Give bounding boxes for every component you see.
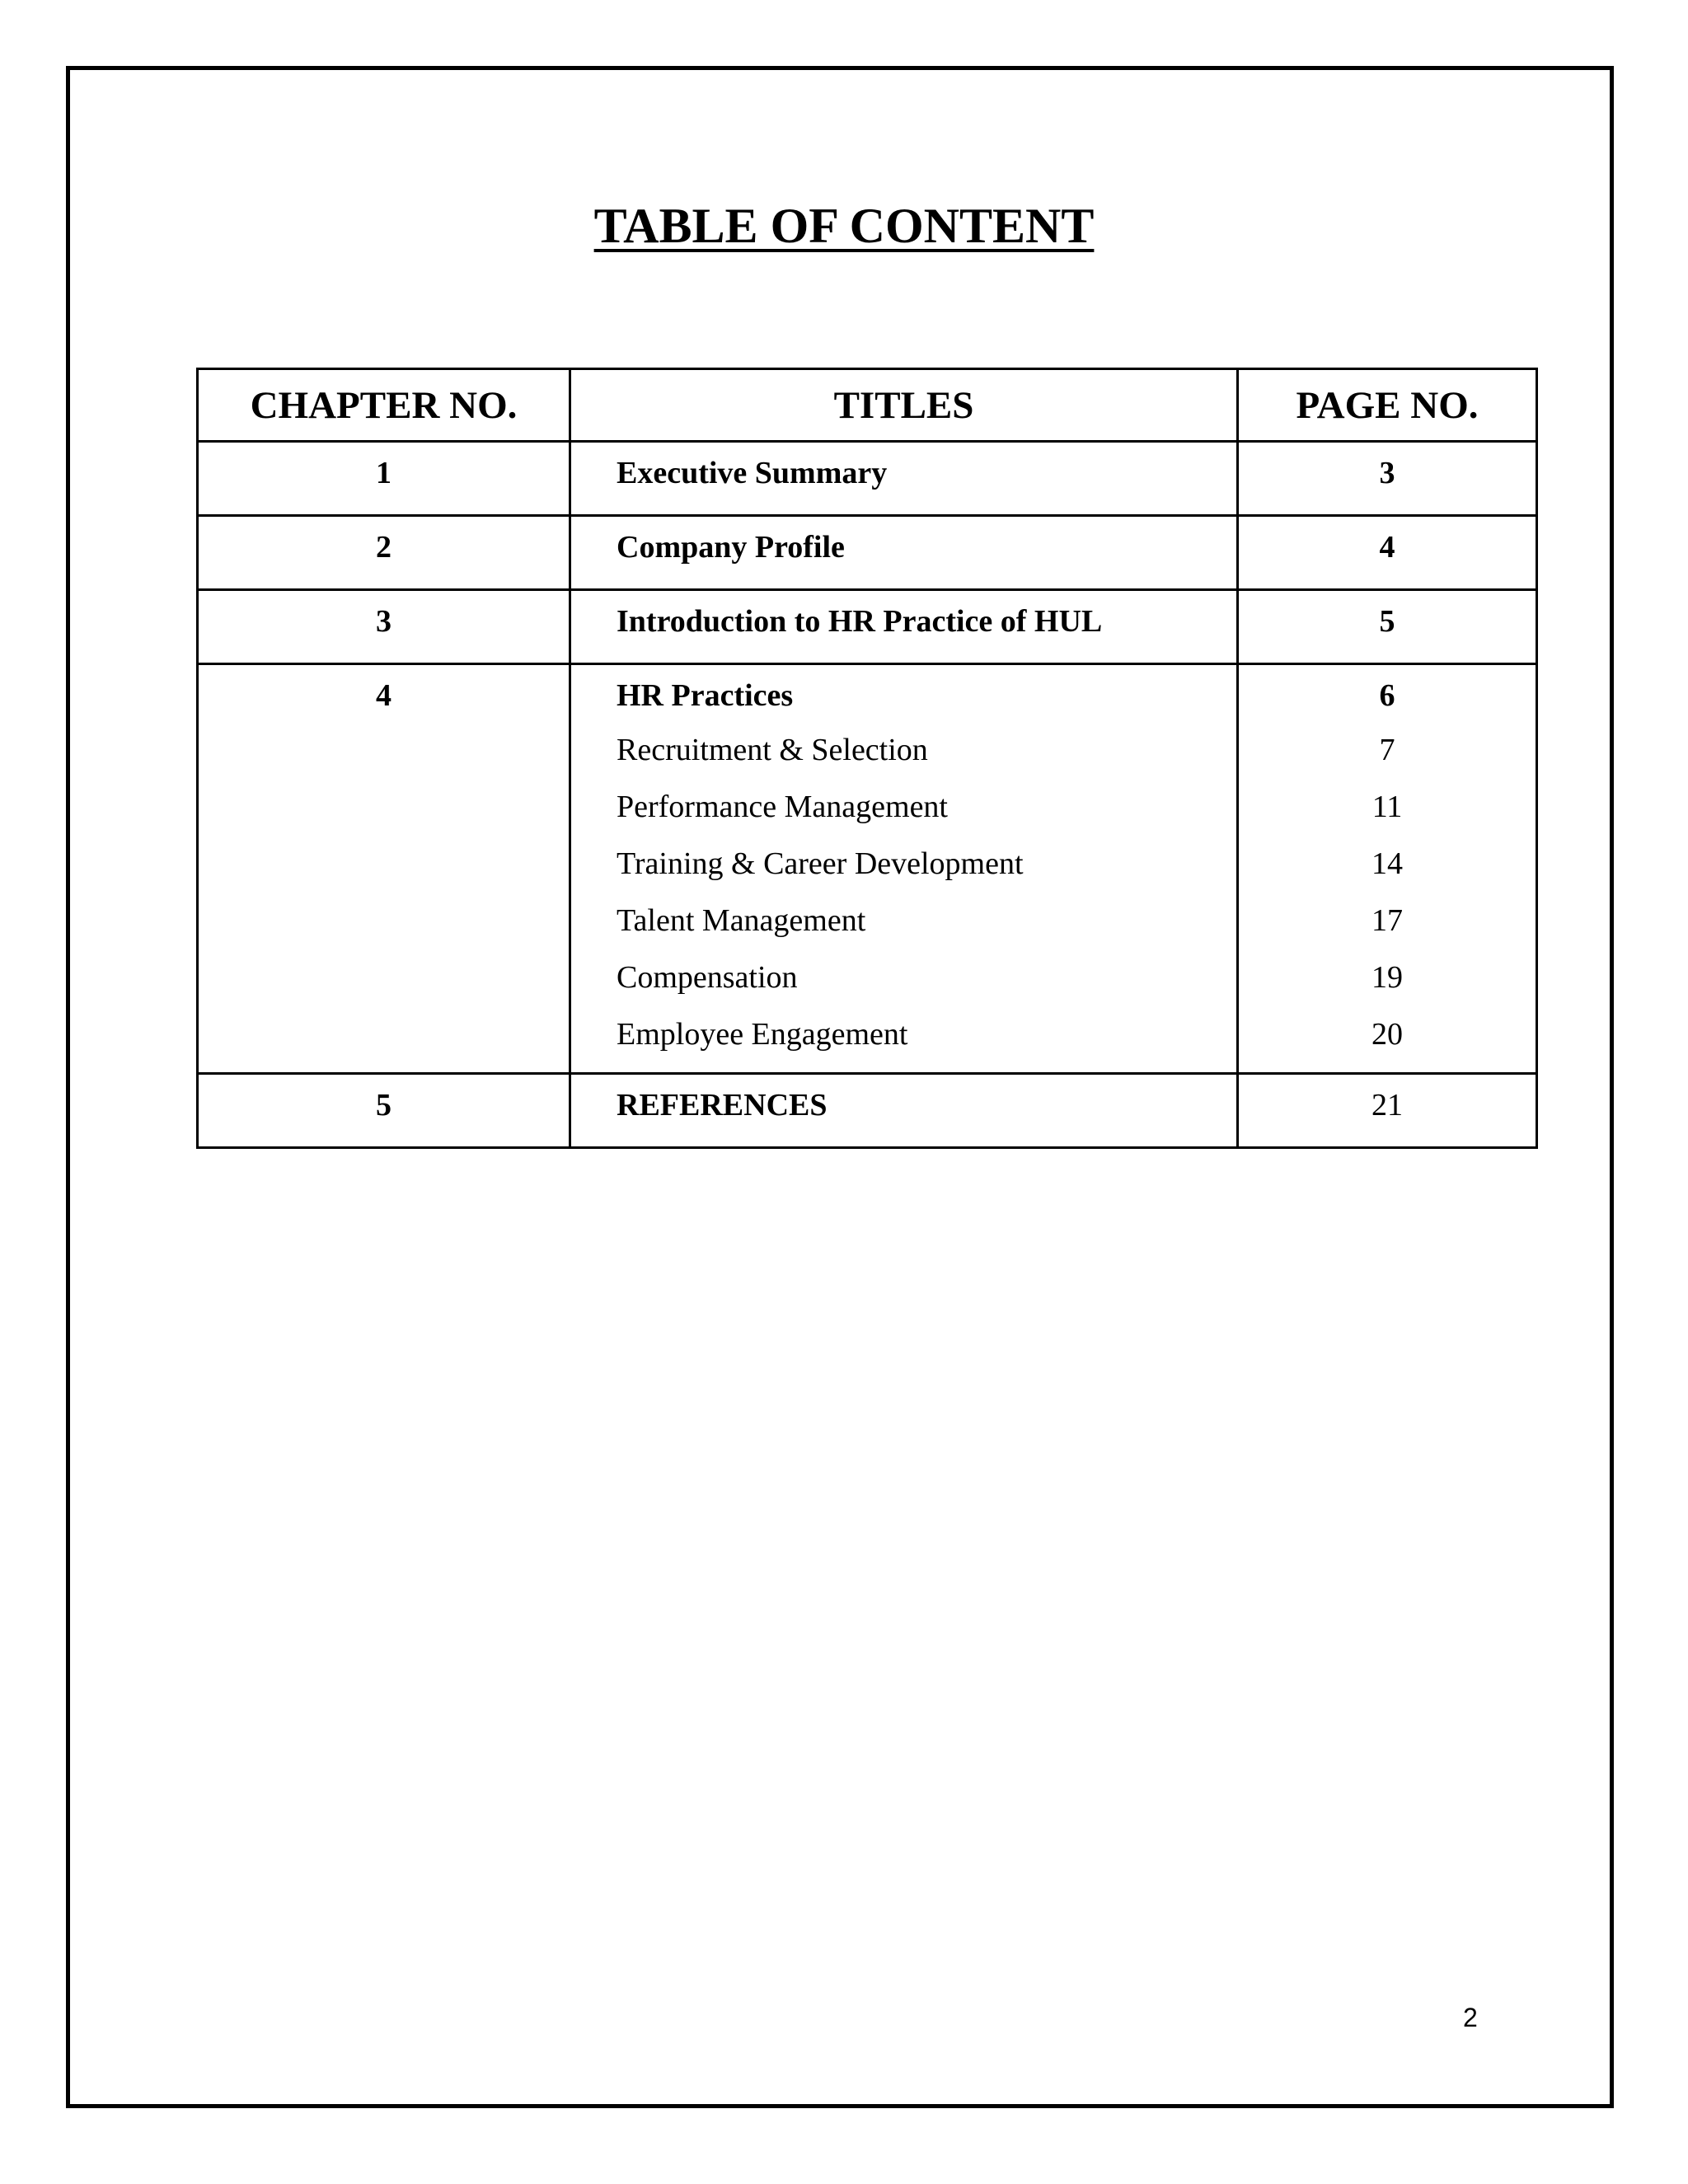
header-page: PAGE NO. (1238, 369, 1537, 442)
chapter-title: Company Profile (570, 516, 1238, 590)
header-titles: TITLES (570, 369, 1238, 442)
chapter-title: Executive Summary (570, 442, 1238, 516)
subsection-title: Compensation (617, 960, 798, 995)
chapter-title: HR Practices (617, 678, 794, 713)
subsection-page: 7 (1379, 733, 1395, 767)
subsection-page: 20 (1372, 1017, 1403, 1052)
chapter-title-group (570, 664, 1238, 1074)
chapter-number: 2 (198, 516, 570, 590)
toc-row (198, 664, 1537, 1074)
toc-table (196, 368, 1538, 1149)
title-text: TABLE OF CONTENT (593, 199, 1095, 253)
chapter-number: 1 (198, 442, 570, 516)
page-ref: 4 (1238, 516, 1537, 590)
subsection-title: Talent Management (617, 903, 866, 938)
toc-row (198, 442, 1537, 516)
chapter-number: 3 (198, 590, 570, 664)
toc-header-row (198, 369, 1537, 442)
page-number: 2 (1463, 2003, 1478, 2032)
toc-row (198, 1074, 1537, 1148)
page-title (0, 196, 1688, 255)
subsection-page: 19 (1372, 960, 1403, 995)
header-chapter: CHAPTER NO. (198, 369, 570, 442)
page-ref-group (1238, 664, 1537, 1074)
page-ref: 21 (1238, 1074, 1537, 1148)
toc-row (198, 590, 1537, 664)
subsection-page: 17 (1372, 903, 1403, 938)
chapter-number: 4 (198, 664, 570, 1074)
subsection-page: 14 (1372, 846, 1403, 881)
toc-row (198, 516, 1537, 590)
page-list (1239, 677, 1536, 1072)
section-list (617, 677, 1236, 1072)
page-ref: 6 (1379, 678, 1395, 713)
chapter-title: Introduction to HR Practice of HUL (570, 590, 1238, 664)
page-ref: 5 (1238, 590, 1537, 664)
subsection-title: Employee Engagement (617, 1017, 908, 1052)
subsection-title: Training & Career Development (617, 846, 1024, 881)
chapter-title: REFERENCES (570, 1074, 1238, 1148)
page-ref: 3 (1238, 442, 1537, 516)
subsection-title: Performance Management (617, 790, 948, 824)
subsection-title: Recruitment & Selection (617, 733, 928, 767)
subsection-page: 11 (1372, 790, 1403, 824)
chapter-number: 5 (198, 1074, 570, 1148)
